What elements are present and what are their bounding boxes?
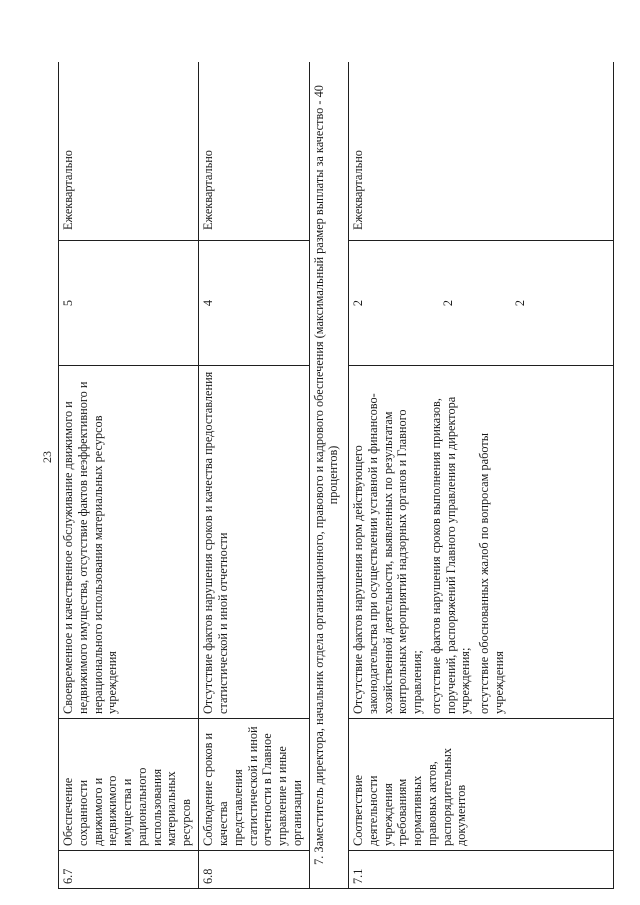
criterion-text: отсутствие обоснованных жалоб по вопросам работы учреждения bbox=[477, 433, 506, 714]
row-number: 6.8 bbox=[199, 851, 309, 889]
periodicity: Ежеквартально bbox=[199, 62, 309, 241]
points-value: 5 bbox=[59, 241, 199, 366]
table-viewport bbox=[58, 62, 614, 889]
table-row bbox=[199, 62, 309, 889]
section-header-row bbox=[309, 62, 349, 889]
row-number: 7.1 bbox=[349, 851, 614, 889]
criteria-table bbox=[58, 62, 614, 889]
row-number: 6.7 bbox=[59, 851, 199, 889]
indicator-name: Обеспечение сохранности движимого и недвижимого имущества и рационального использования материальных ресурсов bbox=[59, 719, 199, 851]
table-row bbox=[349, 62, 614, 889]
criterion-text: Отсутствие фактов нарушения норм действующего законодательства при осуществлении уставной и финансово-хозяйственной деятельности, выявленных по результатам контрольных мероприятий надзорных органов и Главного управления; bbox=[351, 393, 425, 714]
criterion-cell bbox=[349, 366, 614, 719]
criterion-text: отсутствие фактов нарушения сроков выполнения приказов, поручений, распоряжений Главного управления и директора учреждения; bbox=[428, 396, 473, 714]
criterion-text: Отсутствие фактов нарушения сроков и качества предоставления статистической и иной отчетности bbox=[199, 366, 309, 719]
criterion-text: Своевременное и качественное обслуживание движимого и недвижимого имущества, отсутствие фактов неэффективного и нерационального использования материальных ресурсов учреждения bbox=[59, 366, 199, 719]
points-value: 4 bbox=[199, 241, 309, 366]
indicator-name: Соответствие деятельности учреждения требованиям нормативных правовых актов, распорядительных документов bbox=[349, 719, 614, 851]
periodicity: Ежеквартально bbox=[59, 62, 199, 241]
table-row bbox=[59, 62, 199, 889]
points-value: 2 bbox=[351, 299, 366, 307]
periodicity: Ежеквартально bbox=[349, 62, 614, 241]
points-value: 2 bbox=[441, 299, 456, 307]
points-value: 2 bbox=[513, 299, 528, 307]
page-number: 23 bbox=[40, 451, 54, 463]
section-title: 7. Заместитель директора, начальник отдела организационного, правового и кадрового обеспечения (максимальный размер выплаты за качество - 40 процентов) bbox=[309, 62, 349, 889]
indicator-name: Соблюдение сроков и качества представления статистической и иной отчетности в Главное управление и иные организации bbox=[199, 719, 309, 851]
points-cell bbox=[349, 241, 614, 366]
